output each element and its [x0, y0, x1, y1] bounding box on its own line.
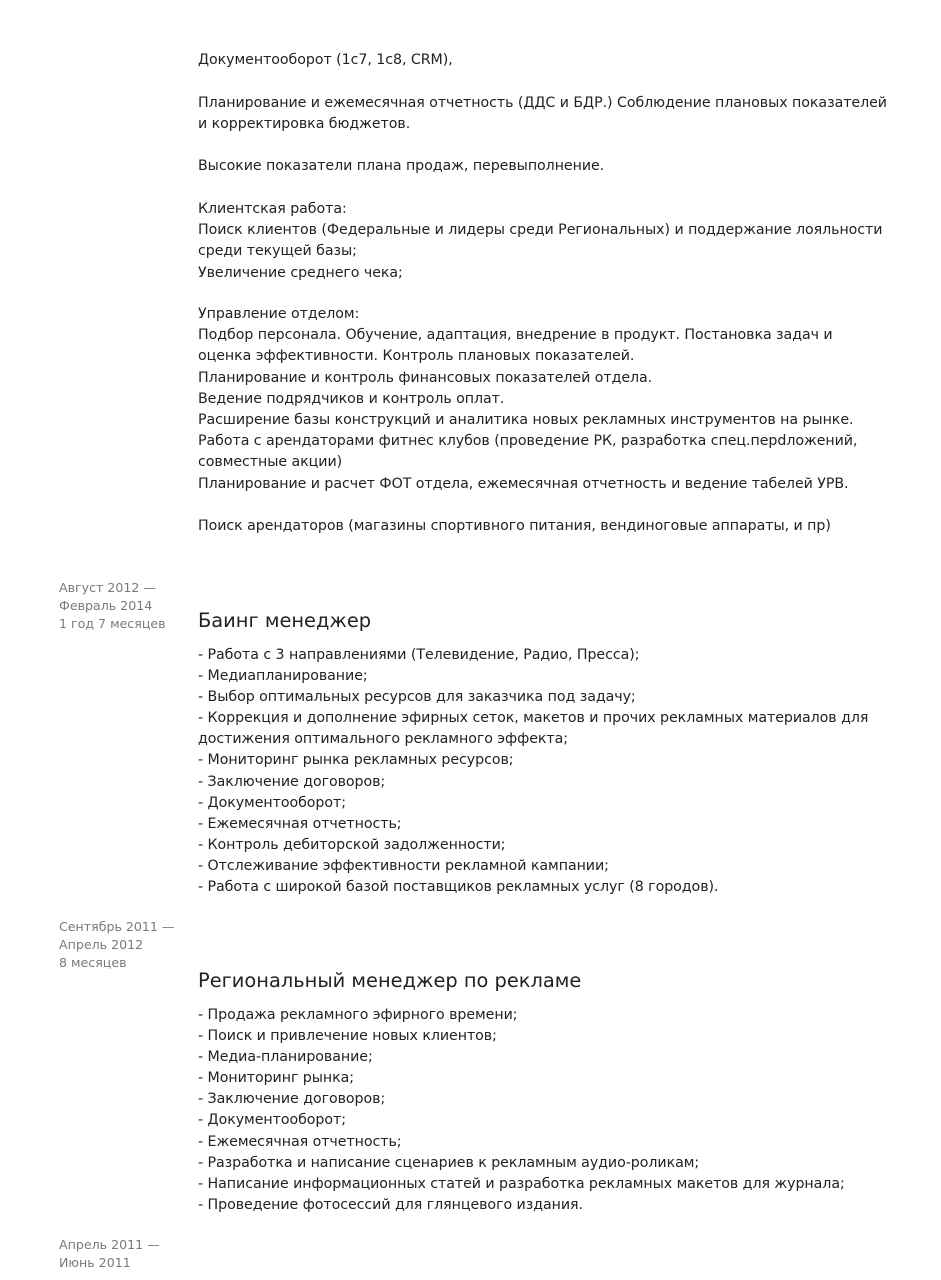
- description-paragraph: Управление отделом: Подбор персонала. Обучение, адаптация, внедрение в продукт. Постановка задач и оценка эффективности. Контроль плановых показателей. Планирование и контроль финансовых показателей отдела. Ведение подрядчиков и контроль оплат. Расширение базы конструкций и аналитика новых рекламных инструментов на рынке. Работа с арендаторами фитнес клубов (проведение РК, разработка спец.перdложений, совместные акции) Планирование и расчет ФОТ отдела, ежемесячная отчетность и ведение табелей УРВ.: [198, 306, 858, 492]
- description-paragraph: Клиентская работа: Поиск клиентов (Федеральные и лидеры среди Региональных) и поддержание лояльности среди текущей базы; Увеличение среднего чека;: [198, 201, 883, 281]
- duty-item: - Работа с широкой базой поставщиков рекламных услуг (8 городов).: [198, 879, 719, 896]
- period-start: Апрель 2011 —: [59, 1237, 160, 1252]
- period-end: Июнь 2011: [59, 1254, 131, 1270]
- job-title: Региональный менеджер по рекламе: [198, 969, 582, 992]
- duty-item: - Работа с 3 направлениями (Телевидение, Радио, Пресса);: [198, 647, 640, 663]
- job-duties-list: [198, 1005, 888, 1216]
- duty-item: - Отслеживание эффективности рекламной кампании;: [198, 857, 609, 874]
- duty-item: - Проведение фотосессий для глянцевого издания.: [198, 1196, 583, 1213]
- duty-item: - Документооборот;: [198, 794, 346, 811]
- duty-item: - Медиапланирование;: [198, 668, 368, 685]
- period-end: Апрель 2012: [59, 936, 144, 952]
- duty-item: - Продажа рекламного эфирного времени;: [198, 1007, 518, 1023]
- period-duration: 8 месяцев: [59, 954, 127, 970]
- duty-item: - Выбор оптимальных ресурсов для заказчика под задачу;: [198, 689, 636, 706]
- job-title: Баинг менеджер: [198, 609, 372, 632]
- duty-item: - Заключение договоров;: [198, 1091, 386, 1108]
- duty-item: - Коррекция и дополнение эфирных сеток, макетов и прочих рекламных материалов для достижения оптимального рекламного эффекта;: [198, 710, 869, 748]
- description-paragraph: Высокие показатели плана продаж, перевыполнение.: [198, 158, 605, 174]
- description-paragraph: Документооборот (1с7, 1с8, CRM),: [198, 52, 453, 68]
- period-duration: 1 год 7 месяцев: [59, 615, 166, 631]
- duty-item: - Мониторинг рынка рекламных ресурсов;: [198, 752, 514, 769]
- duty-item: - Написание информационных статей и разработка рекламных макетов для журнала;: [198, 1175, 845, 1192]
- description-paragraph: Планирование и ежемесячная отчетность (ДДС и БДР.) Соблюдение плановых показателей и корректировка бюджетов.: [198, 95, 887, 133]
- duty-item: - Мониторинг рынка;: [198, 1070, 355, 1087]
- duty-item: - Поиск и привлечение новых клиентов;: [198, 1028, 497, 1045]
- duty-item: - Ежемесячная отчетность;: [198, 815, 402, 832]
- job-period: [59, 579, 189, 632]
- duty-item: - Медиа-планирование;: [198, 1049, 373, 1066]
- job-period: [59, 1236, 189, 1272]
- duty-item: - Заключение договоров;: [198, 773, 386, 790]
- job-period: [59, 918, 189, 971]
- period-start: Сентябрь 2011 —: [59, 919, 175, 934]
- period-start: Август 2012 —: [59, 580, 157, 595]
- duty-item: - Ежемесячная отчетность;: [198, 1133, 402, 1150]
- duty-item: - Документооборот;: [198, 1112, 346, 1129]
- job-duties-list: [198, 645, 888, 898]
- duty-item: - Разработка и написание сценариев к рекламным аудио-роликам;: [198, 1154, 700, 1171]
- description-paragraph: Поиск арендаторов (магазины спортивного питания, вендиноговые аппараты, и пр): [198, 518, 831, 534]
- duty-item: - Контроль дебиторской задолженности;: [198, 836, 506, 853]
- period-end: Февраль 2014: [59, 597, 153, 613]
